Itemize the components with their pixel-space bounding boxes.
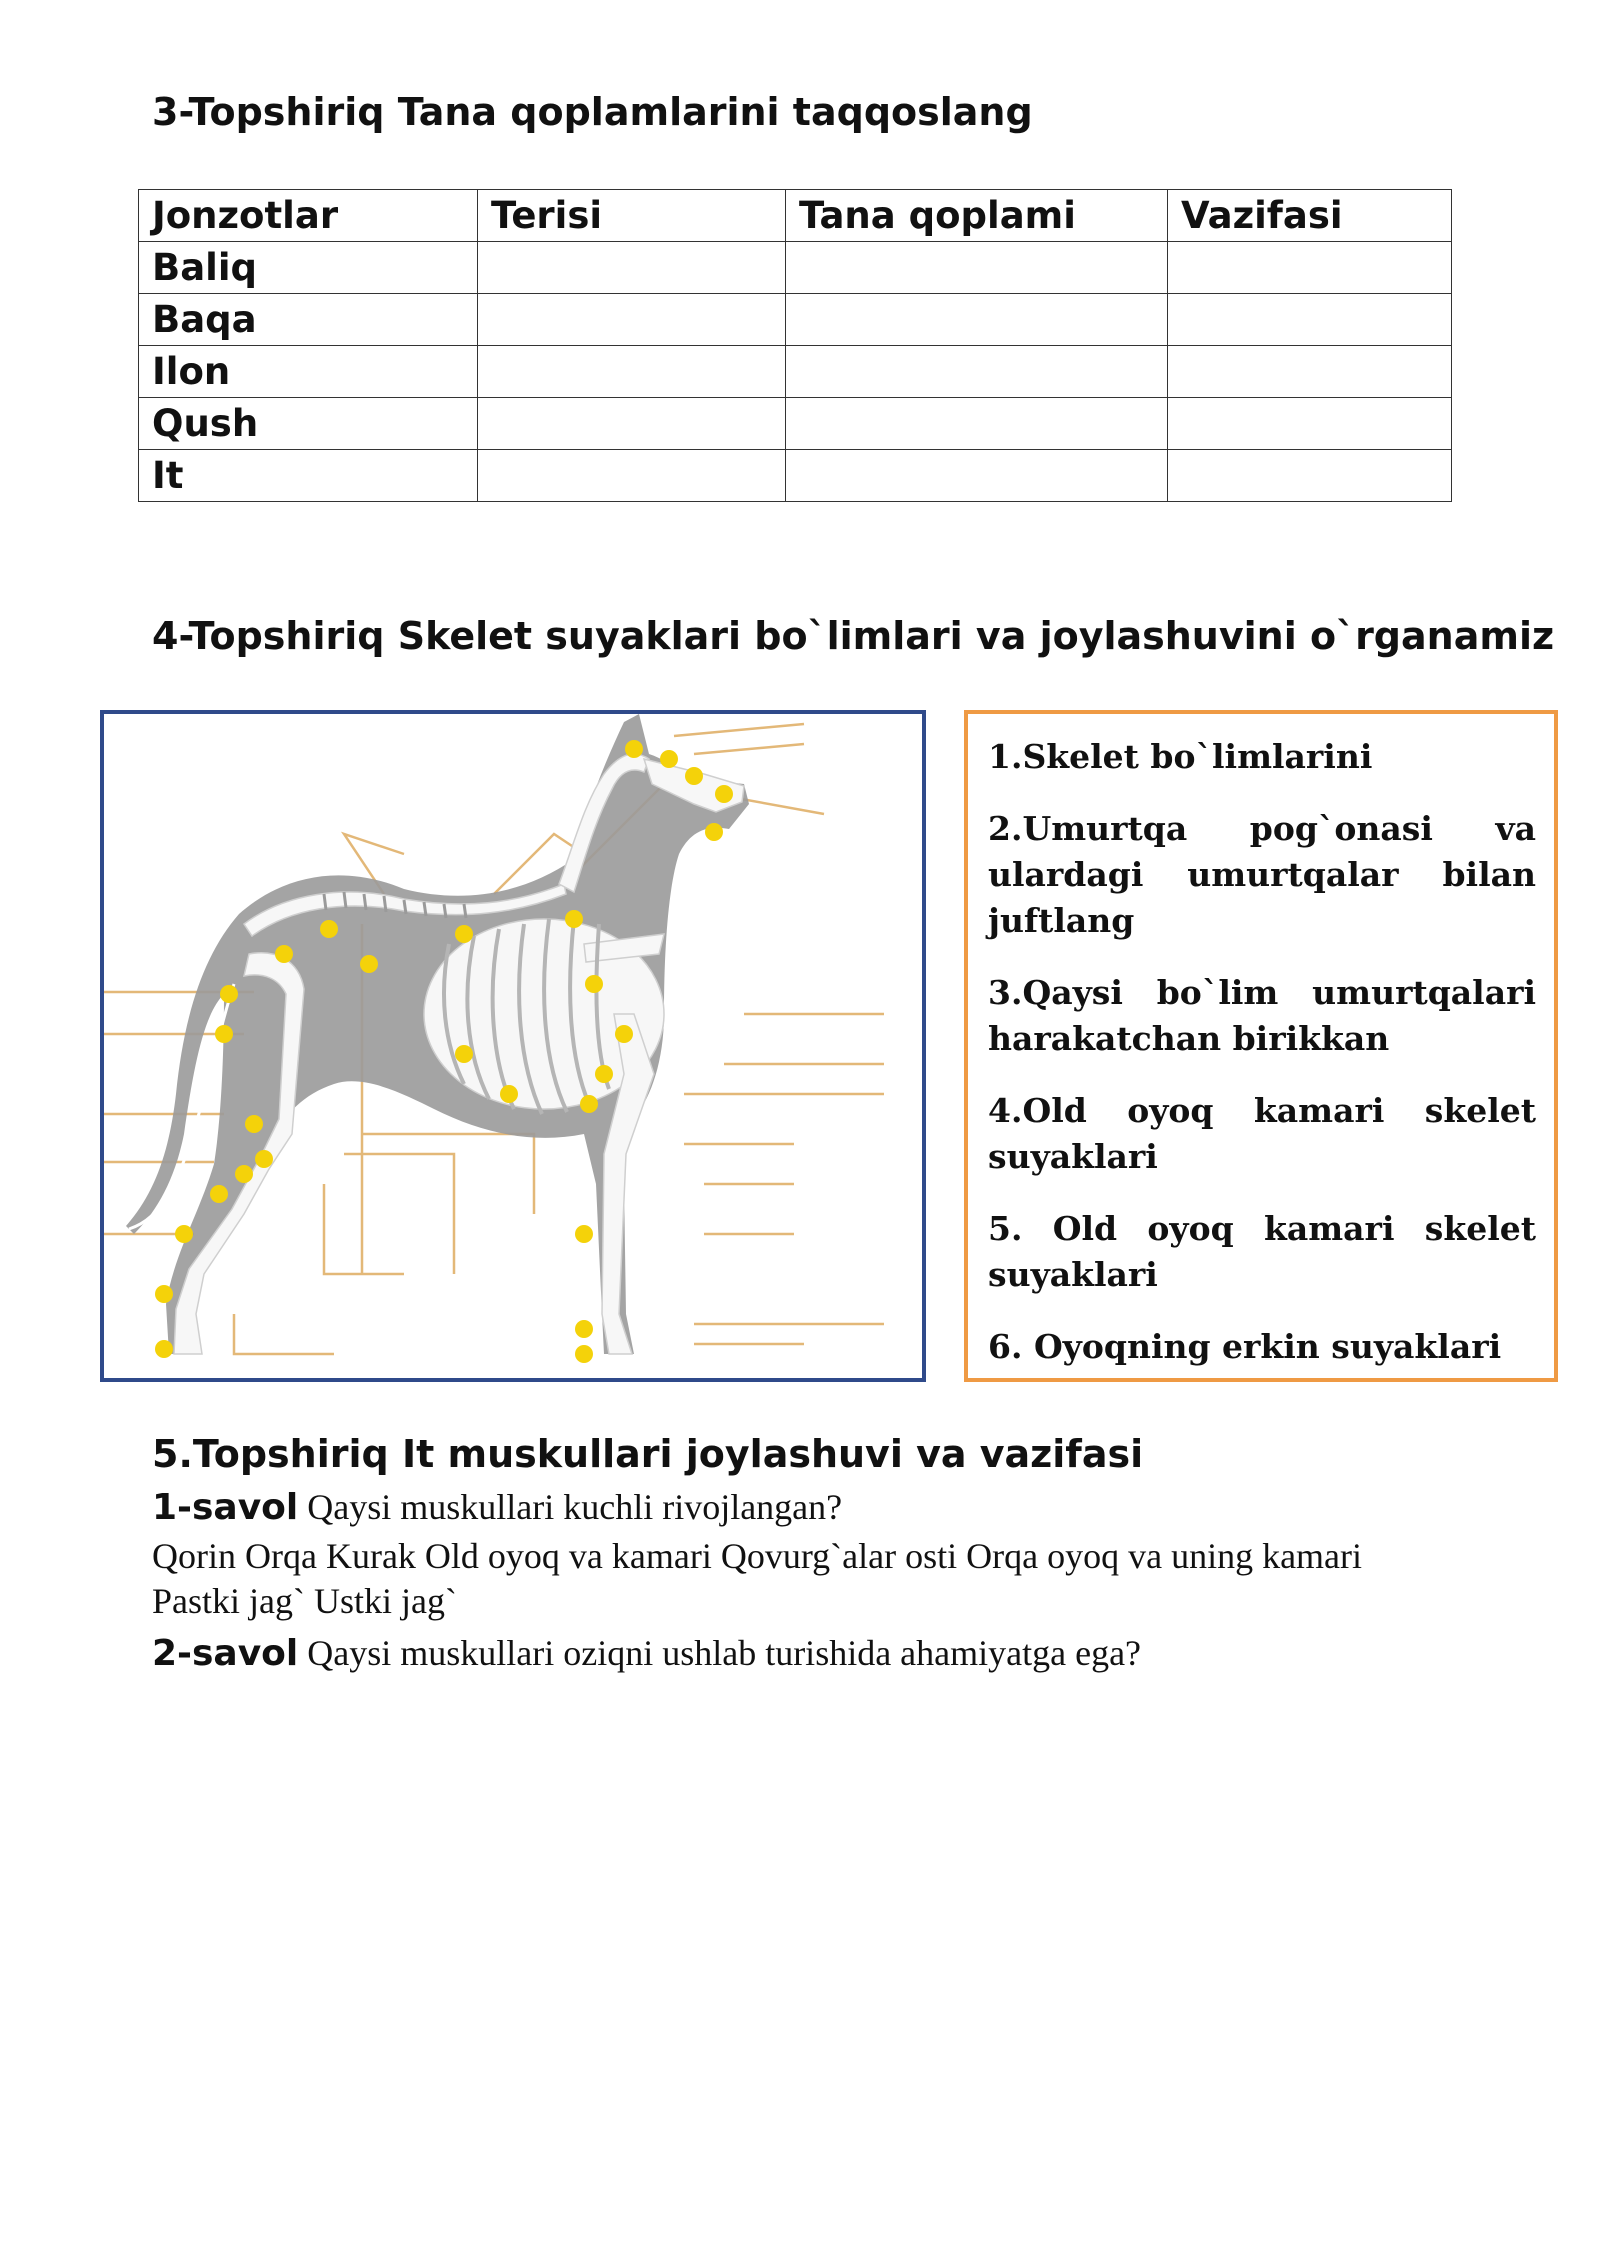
question-item: 3.Qaysi bo`lim umurtqalari harakatchan birikkan	[988, 973, 1536, 1058]
question-item: 6. Oyoqning erkin suyaklari	[988, 1327, 1502, 1366]
row-label: Baliq	[139, 242, 478, 294]
task3-title: 3-Topshiriq Tana qoplamlarini taqqoslang	[152, 90, 1033, 134]
empty-cell[interactable]	[1168, 294, 1452, 346]
table-row	[139, 242, 1452, 294]
answer-options-line-2: Pastki jag` Ustki jag`	[152, 1581, 457, 1621]
empty-cell[interactable]	[478, 346, 786, 398]
table-header-cell: Vazifasi	[1168, 190, 1452, 242]
empty-cell[interactable]	[478, 294, 786, 346]
question-2	[152, 1632, 1141, 1674]
table-header-cell: Tana qoplami	[786, 190, 1168, 242]
task5-title: 5.Topshiriq It muskullari joylashuvi va vazifasi	[152, 1432, 1144, 1476]
table-header-row	[139, 190, 1452, 242]
row-label: Baqa	[139, 294, 478, 346]
table-row	[139, 294, 1452, 346]
question-2-text: Qaysi muskullari oziqni ushlab turishida ahamiyatga ega?	[298, 1633, 1142, 1673]
question-item: 2.Umurtqa pog`onasi va ulardagi umurtqalar bilan juftlang	[988, 809, 1536, 940]
empty-cell[interactable]	[478, 450, 786, 502]
empty-cell[interactable]	[786, 294, 1168, 346]
question-item: 5. Old oyoq kamari skelet suyaklari	[988, 1209, 1536, 1294]
question-1-text: Qaysi muskullari kuchli rivojlangan?	[298, 1487, 843, 1527]
answer-options-line-1: Qorin Orqa Kurak Old oyoq va kamari Qovurg`alar osti Orqa oyoq va uning kamari	[152, 1536, 1363, 1576]
empty-cell[interactable]	[786, 450, 1168, 502]
row-label: Ilon	[139, 346, 478, 398]
question-1	[152, 1486, 842, 1528]
row-label: It	[139, 450, 478, 502]
comparison-table	[138, 189, 1452, 502]
empty-cell[interactable]	[786, 398, 1168, 450]
table-row	[139, 346, 1452, 398]
question-1-label: 1-savol	[152, 1487, 299, 1528]
question-item: 4.Old oyoq kamari skelet suyaklari	[988, 1091, 1536, 1176]
dog-skeleton-illustration	[104, 714, 922, 1378]
empty-cell[interactable]	[1168, 242, 1452, 294]
empty-cell[interactable]	[1168, 346, 1452, 398]
question-item: 1.Skelet bo`limlarini	[988, 737, 1373, 776]
table-row	[139, 398, 1452, 450]
empty-cell[interactable]	[1168, 398, 1452, 450]
empty-cell[interactable]	[786, 346, 1168, 398]
skeleton-questions-box	[964, 710, 1558, 1382]
table-header-cell: Terisi	[478, 190, 786, 242]
row-label: Qush	[139, 398, 478, 450]
table-row	[139, 450, 1452, 502]
dog-skeleton-figure	[100, 710, 926, 1382]
empty-cell[interactable]	[1168, 450, 1452, 502]
table-header-cell: Jonzotlar	[139, 190, 478, 242]
empty-cell[interactable]	[478, 398, 786, 450]
empty-cell[interactable]	[786, 242, 1168, 294]
task4-title: 4-Topshiriq Skelet suyaklari bo`limlari va joylashuvini o`rganamiz	[152, 614, 1555, 658]
empty-cell[interactable]	[478, 242, 786, 294]
question-2-label: 2-savol	[152, 1633, 299, 1674]
